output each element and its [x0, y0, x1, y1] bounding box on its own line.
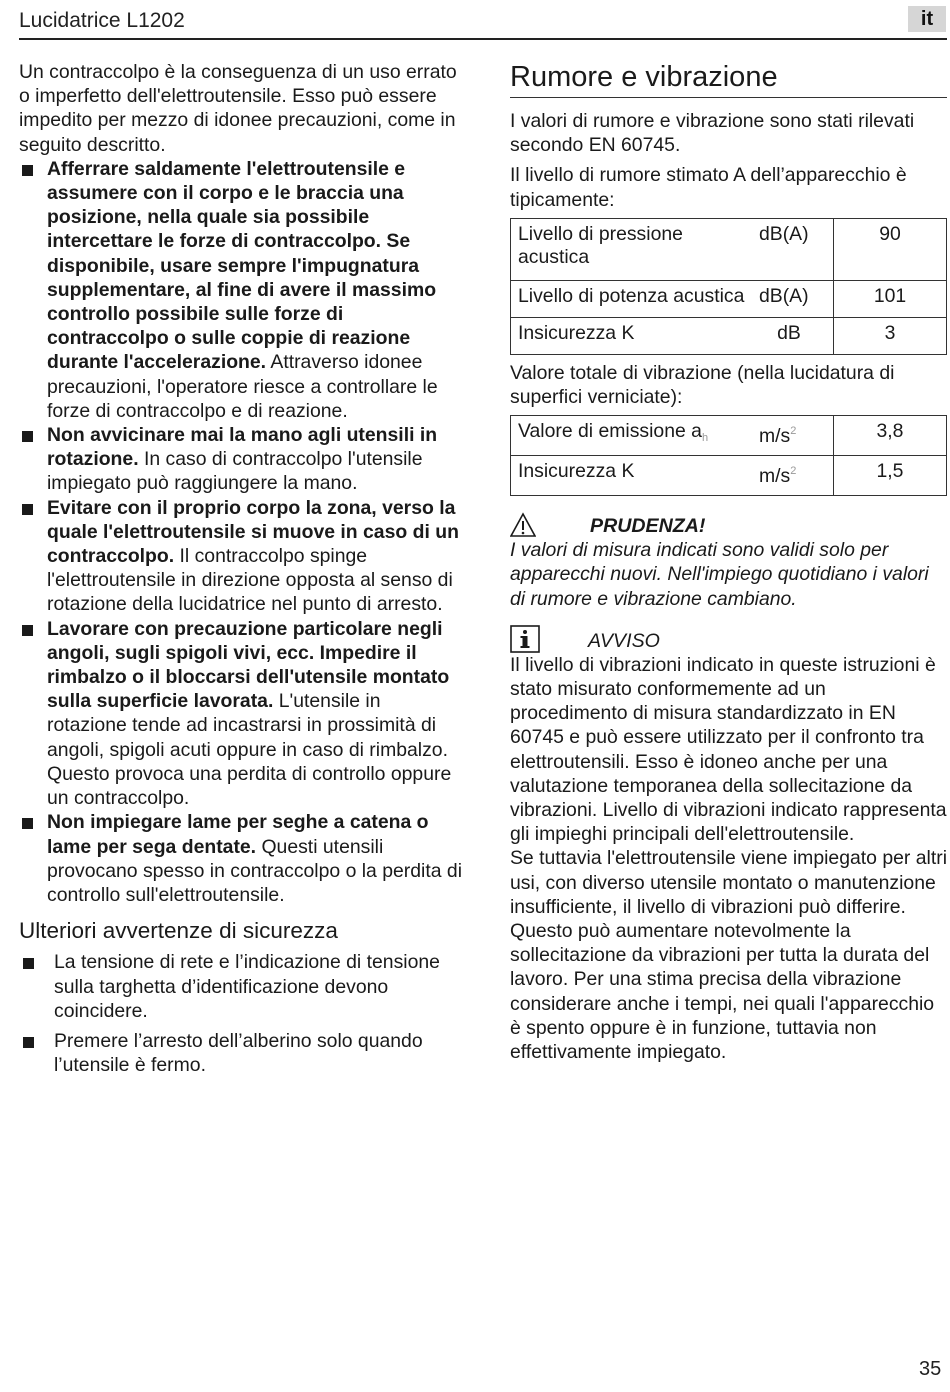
table-row — [511, 280, 947, 317]
document-title: Lucidatrice L1202 — [19, 9, 185, 32]
right-column — [510, 60, 947, 1064]
subscript: h — [701, 432, 709, 445]
notice-paragraph-2: Se tuttavia l'elettroutensile viene impiegato per altri usi, con diverso utensile montato o manutenzione insufficiente, il livello di vibrazioni può differire. — [510, 847, 947, 918]
bullet-avoid-zone — [19, 496, 464, 617]
bullet-corners — [19, 617, 464, 811]
notice-header — [510, 625, 947, 653]
paragraph-noise-level: Il livello di rumore stimato A dell’apparecchio è tipicamente: — [510, 164, 907, 211]
row-value: 101 — [834, 280, 947, 317]
notice-paragraph-3: Questo può aumentare notevolmente la sollecitazione da vibrazioni per tutta la durata del lavoro. Per una stima precisa della vibrazione considerare anche i tempi, nei quali l'apparecchio è spento oppure è in funzione, tuttavia non effettivamente impiegato. — [510, 920, 935, 1064]
bullet-bold-text: Non avvicinare mai la mano agli utensili in rotazione. — [47, 424, 438, 471]
caution-header — [510, 510, 947, 538]
bullet-text: In caso di contraccolpo l'utensile impiegato può raggiungere la mano. — [47, 448, 423, 495]
page-number: 35 — [919, 1358, 942, 1380]
bullet-bold-text: Lavorare con precauzione particolare negli angoli, sugli spigoli vivi, ecc. Impedire il rimbalzo o il bloccarsi dell'utensile montato sulla superficie lavorata. — [47, 617, 450, 713]
paragraph-measured: I valori di rumore e vibrazione sono stati rilevati secondo EN 60745. — [510, 110, 915, 157]
caution-title: PRUDENZA! — [590, 515, 706, 538]
bullet-text: Il contraccolpo spinge l'elettroutensile in direzione opposta al senso di rotazione della lucidatrice nel punto di arresto. — [47, 545, 453, 616]
bullet-text: L'utensile in rotazione tende ad incastrarsi in prossimità di angoli, spigoli acuti oppure in caso di rimbalzo. Questo provoca una perdita di controllo oppure un contraccolpo. — [47, 690, 452, 810]
bullet-bold-text: Non impiegare lame per seghe a catena o lame per sega dentate. — [47, 811, 429, 858]
row-label: Livello di potenza acustica — [518, 284, 745, 307]
row-value: 3,8 — [834, 416, 947, 456]
row-label: Insicurezza K — [518, 321, 635, 344]
table-row — [511, 218, 947, 280]
noise-table — [510, 218, 947, 355]
row-label: Livello di pressione acustica — [518, 222, 683, 268]
bullet-bold-text: Afferrare saldamente l'elettroutensile e assumere con il corpo e le braccia una posizione, nella quale sia possibile intercettare le forze di contraccolpo. Se disponibile, usare sempre l'impugnatura supplementare, al fine di avere il massimo controllo possibile sulle forze di contraccolpo o sulle coppie di reazione durante l'accelerazione. — [47, 157, 437, 374]
row-unit: dB(A) — [759, 284, 809, 307]
paragraph-vibration-total: Valore totale di vibrazione (nella lucidatura di superfici verniciate): — [510, 361, 895, 409]
row-label: Valore di emissione $a_h$ — [518, 420, 709, 445]
intro-paragraph: Un contraccolpo è la conseguenza di un uso errato o imperfetto dell'elettroutensile. Esso può essere impedito per mezzo di idonee precauzioni, come in seguito descritto. — [19, 61, 457, 156]
notice-paragraph-1: Il livello di vibrazioni indicato in queste istruzioni è stato misurato conformemente ad un procedimento di misura standardizzato in EN 60745 e può essere utilizzato per il confronto tra elettroutensili. Esso è idoneo anche per una valutazione temporanea della sollecitazione da vibrazioni. Livello di vibrazioni indicato rappresenta gli impieghi principali dell'elettroutensile. — [510, 653, 947, 846]
subheading-additional-warnings: Ulteriori avvertenze di sicurezza — [19, 918, 338, 944]
bullet-text: Attraverso idonee precauzioni, l'operatore riesce a controllare le forze di contraccolpo e di reazione. — [47, 351, 438, 422]
superscript: 2 — [790, 425, 797, 438]
row-label: Insicurezza K — [518, 460, 635, 483]
bullet-no-saw-blades — [19, 810, 464, 907]
row-unit: dB(A) — [759, 222, 809, 245]
superscript: 2 — [790, 465, 797, 478]
row-value: 1,5 — [834, 456, 947, 496]
bullet-voltage: La tensione di rete e l’indicazione di tensione sulla targhetta d’identificazione devono coincidere. — [19, 950, 464, 1023]
row-unit: $m/s^2$ — [759, 465, 797, 488]
table-row — [511, 317, 947, 354]
row-unit: $m/s^2$ — [759, 425, 797, 448]
bullet-hold-firmly — [19, 157, 464, 423]
row-unit: dB — [777, 321, 801, 344]
info-icon — [510, 625, 540, 653]
vibration-table — [510, 415, 947, 496]
bullet-text: Questi utensili provocano spesso in contraccolpo o la perdita di controllo sull'elettroutensile. — [47, 835, 462, 906]
left-column — [19, 60, 464, 1083]
header-divider — [19, 38, 947, 40]
warning-triangle-icon — [510, 512, 536, 538]
row-value: 90 — [834, 218, 947, 280]
bullet-bold-text: Evitare con il proprio corpo la zona, verso la quale l'elettroutensile si muove in caso di un contraccolpo. — [47, 496, 459, 568]
table-row — [511, 416, 947, 456]
bullet-spindle-lock: Premere l’arresto dell’alberino solo quando l’utensile è fermo. — [19, 1029, 464, 1077]
language-badge: it — [908, 6, 946, 32]
table-row — [511, 456, 947, 496]
section-heading: Rumore e vibrazione — [510, 60, 947, 98]
caution-text: I valori di misura indicati sono validi solo per apparecchi nuovi. Nell'impiego quotidiano i valori di rumore e vibrazione cambiano. — [510, 539, 929, 610]
row-value: 3 — [834, 317, 947, 354]
notice-title: AVVISO — [588, 629, 660, 652]
bullet-hands-away — [19, 423, 464, 496]
